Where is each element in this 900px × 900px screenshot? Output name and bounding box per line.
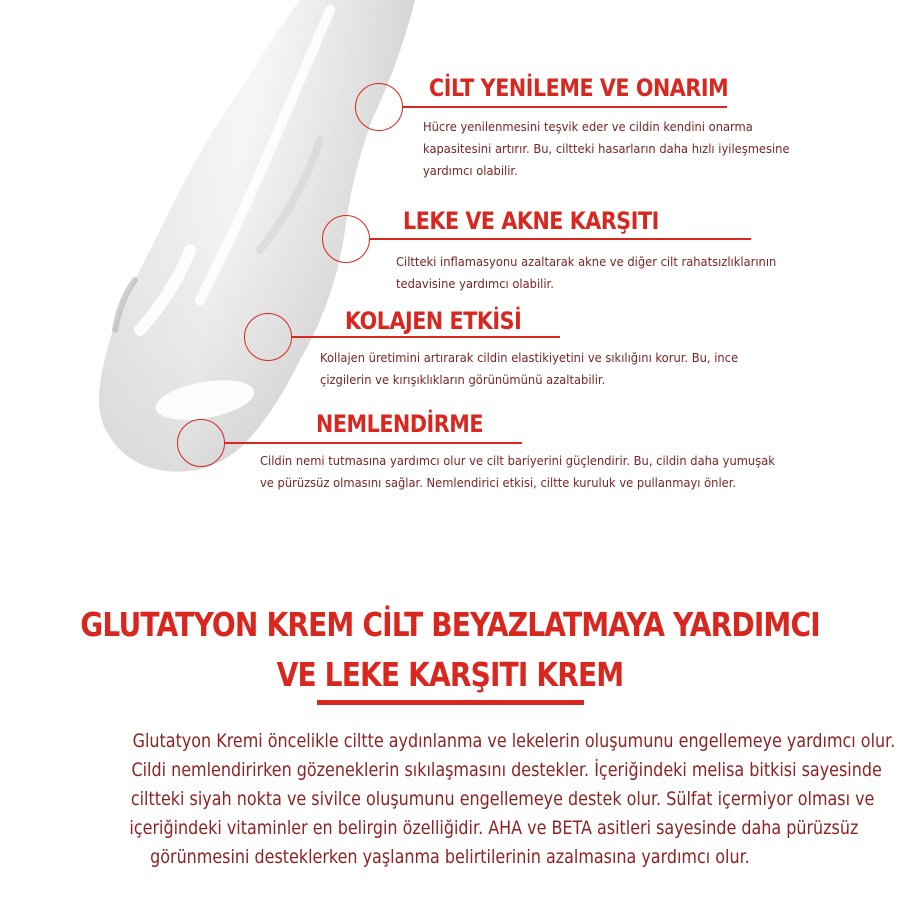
text-line: Kollajen üretimini artırarak cildin elastikiyetini ve sıkılığını korur. Bu, ince	[320, 350, 739, 365]
heading-line: VE LEKE KARŞITI KREM	[276, 655, 624, 694]
paragraph-line: görünmesini desteklerken yaşlanma belirtilerinin azalmasına yardımcı olur.	[150, 846, 750, 868]
feature-description	[423, 116, 790, 182]
feature-description	[320, 347, 738, 391]
paragraph-line: Glutatyon Kremi öncelikle ciltte aydınlanma ve lekelerin oluşumunu engellemeye yardımcı olur.	[132, 730, 896, 752]
text-line: Hücre yenilenmesini teşvik eder ve cildin kendini onarma	[423, 119, 753, 134]
feature-title-moisturizing: NEMLENDİRME	[316, 410, 484, 438]
callout-ring	[322, 215, 370, 263]
main-heading	[0, 600, 900, 700]
heading-underline	[317, 700, 584, 705]
callout-line	[403, 106, 727, 108]
text-line: ve pürüzsüz olmasını sağlar. Nemlendirici etkisi, ciltte kuruluk ve pullanmayı önler.	[260, 475, 737, 490]
text-line: kapasitesini artırır. Bu, ciltteki hasarların daha hızlı iyileşmesine	[423, 141, 790, 156]
text-line: tedavisine yardımcı olabilir.	[396, 276, 554, 291]
feature-description	[396, 251, 776, 295]
callout-line	[369, 238, 751, 240]
callout-line	[225, 442, 522, 444]
description-paragraph	[60, 727, 896, 872]
paragraph-line: ciltteki siyah nokta ve sivilce oluşumunu engellemeye destek olur. Sülfat içermiyor olması ve	[130, 788, 875, 810]
text-line: yardımcı olabilir.	[423, 163, 518, 178]
feature-title-skin-renewal: CİLT YENİLEME VE ONARIM	[429, 74, 729, 102]
heading-line: GLUTATYON KREM CİLT BEYAZLATMAYA YARDIMCI	[80, 605, 820, 644]
feature-description	[260, 450, 775, 494]
paragraph-line: Cildi nemlendirirken gözeneklerin sıkılaşmasını destekler. İçeriğindeki melisa bitkisi sayesinde	[131, 759, 882, 781]
text-line: çizgilerin ve kırışıklıkların görünümünü azaltabilir.	[320, 372, 606, 387]
callout-line	[292, 336, 560, 338]
feature-title-anti-blemish: LEKE VE AKNE KARŞITI	[403, 207, 659, 235]
text-line: Cildin nemi tutmasına yardımcı olur ve cilt bariyerini güçlendirir. Bu, cildin daha yumuşak	[260, 453, 775, 468]
callout-ring	[177, 419, 225, 467]
text-line: Ciltteki inflamasyonu azaltarak akne ve diğer cilt rahatsızlıklarının	[396, 254, 777, 269]
callout-ring	[244, 313, 292, 361]
paragraph-line: içeriğindeki vitaminler en belirgin özelliğidir. AHA ve BETA asitleri sayesinde daha pürüzsüz	[129, 817, 859, 839]
feature-title-collagen: KOLAJEN ETKİSİ	[345, 307, 522, 335]
callout-ring	[355, 83, 403, 131]
